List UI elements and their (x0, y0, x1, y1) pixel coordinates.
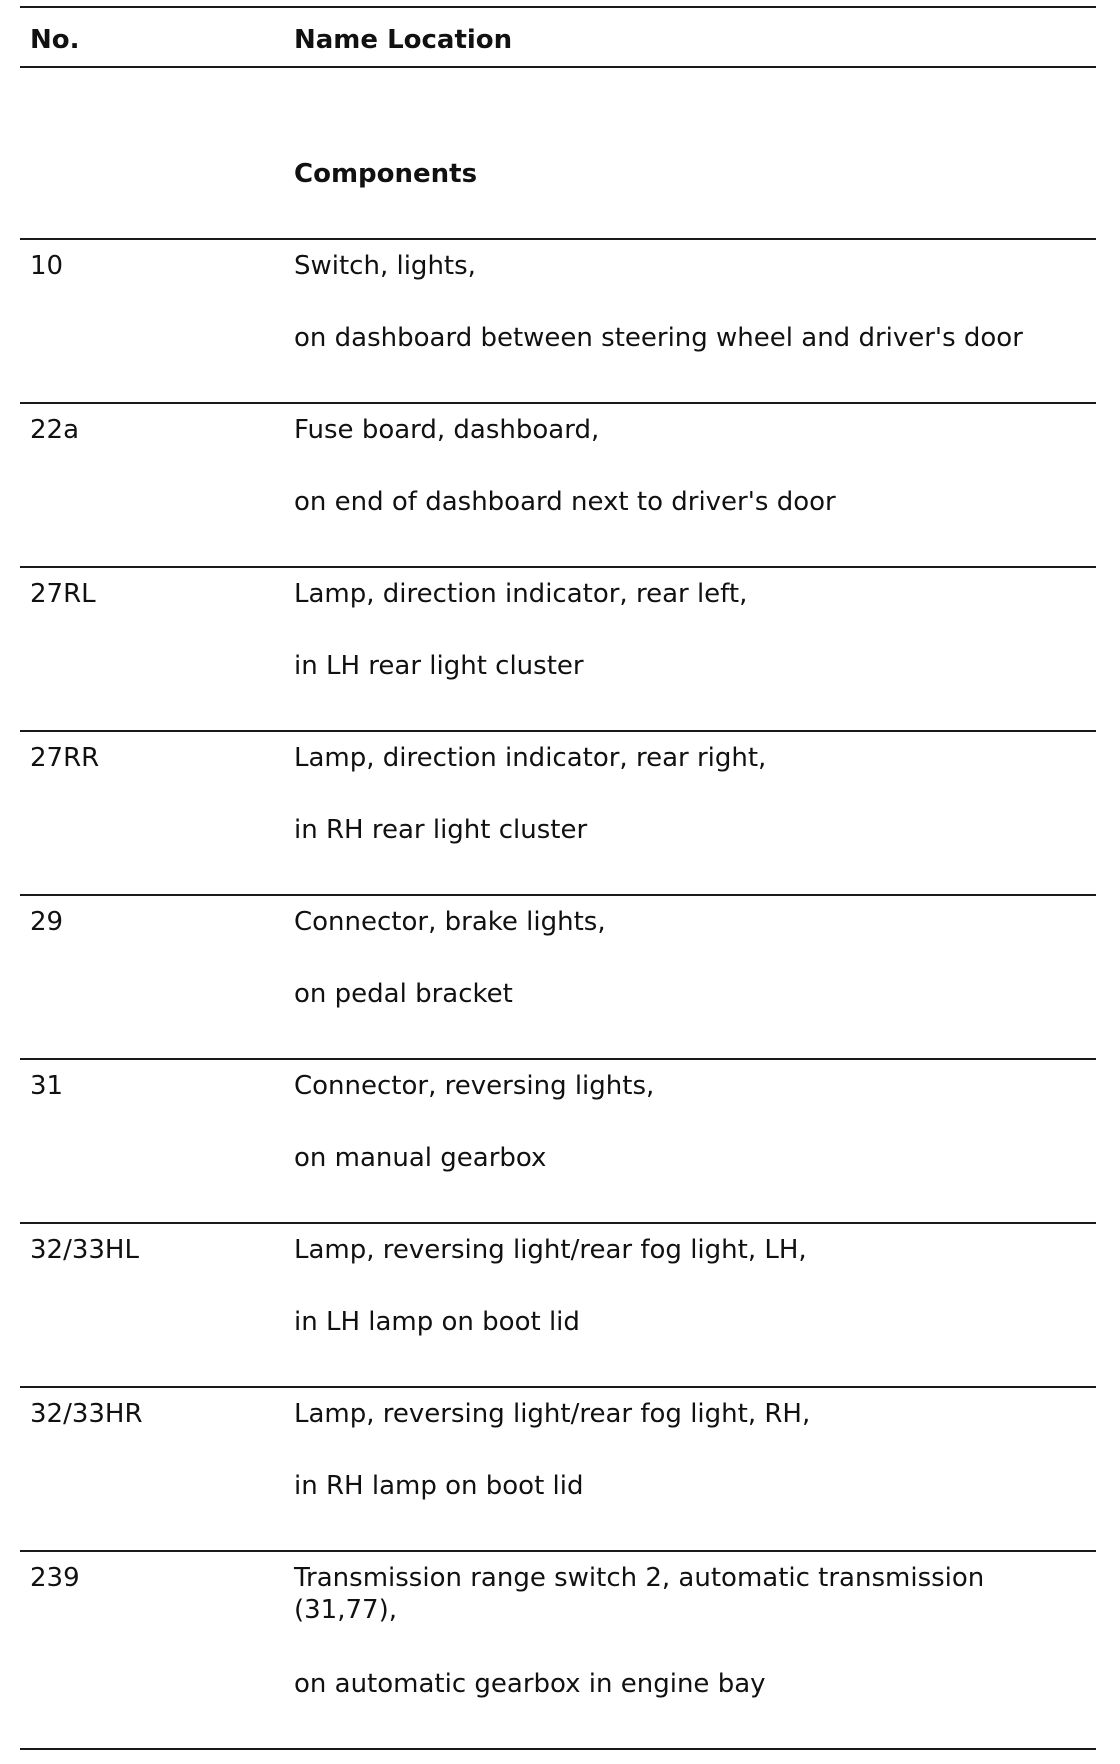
row-number: 27RR (30, 743, 100, 773)
row-number: 239 (30, 1563, 80, 1593)
row-rule (20, 730, 1096, 732)
row-name: Lamp, reversing light/rear fog light, RH, (294, 1399, 811, 1429)
section-title: Components (294, 159, 478, 189)
row-rule (20, 1222, 1096, 1224)
row-rule (20, 1550, 1096, 1552)
row-number: 27RL (30, 579, 96, 609)
row-rule (20, 1386, 1096, 1388)
row-location: on pedal bracket (294, 979, 513, 1009)
row-name: Lamp, reversing light/rear fog light, LH, (294, 1235, 807, 1265)
row-rule (20, 1058, 1096, 1060)
row-name: Fuse board, dashboard, (294, 415, 600, 445)
section-rule (20, 238, 1096, 240)
row-location: on automatic gearbox in engine bay (294, 1669, 766, 1699)
row-number: 22a (30, 415, 80, 445)
row-number: 31 (30, 1071, 64, 1101)
row-location: in LH rear light cluster (294, 651, 584, 681)
row-rule (20, 566, 1096, 568)
row-location: on dashboard between steering wheel and driver's door (294, 323, 1023, 353)
row-number: 29 (30, 907, 64, 937)
row-location: on manual gearbox (294, 1143, 547, 1173)
row-location: on end of dashboard next to driver's door (294, 487, 836, 517)
row-rule (20, 894, 1096, 896)
row-name: Transmission range switch 2, automatic transmission (31,77), (294, 1563, 985, 1625)
row-location: in LH lamp on boot lid (294, 1307, 580, 1337)
row-location: in RH rear light cluster (294, 815, 588, 845)
row-name: Lamp, direction indicator, rear left, (294, 579, 748, 609)
column-header-no: No. (30, 25, 80, 55)
header-bottom-rule (20, 66, 1096, 68)
row-number: 32/33HL (30, 1235, 139, 1265)
table-top-rule (20, 6, 1096, 8)
row-name: Connector, brake lights, (294, 907, 606, 937)
table-bottom-rule (20, 1748, 1096, 1750)
column-header-name-location: Name Location (294, 25, 513, 55)
row-number: 10 (30, 251, 64, 281)
row-rule (20, 402, 1096, 404)
row-number: 32/33HR (30, 1399, 143, 1429)
row-location: in RH lamp on boot lid (294, 1471, 584, 1501)
row-name: Connector, reversing lights, (294, 1071, 655, 1101)
row-name: Lamp, direction indicator, rear right, (294, 743, 767, 773)
row-name: Switch, lights, (294, 251, 476, 281)
